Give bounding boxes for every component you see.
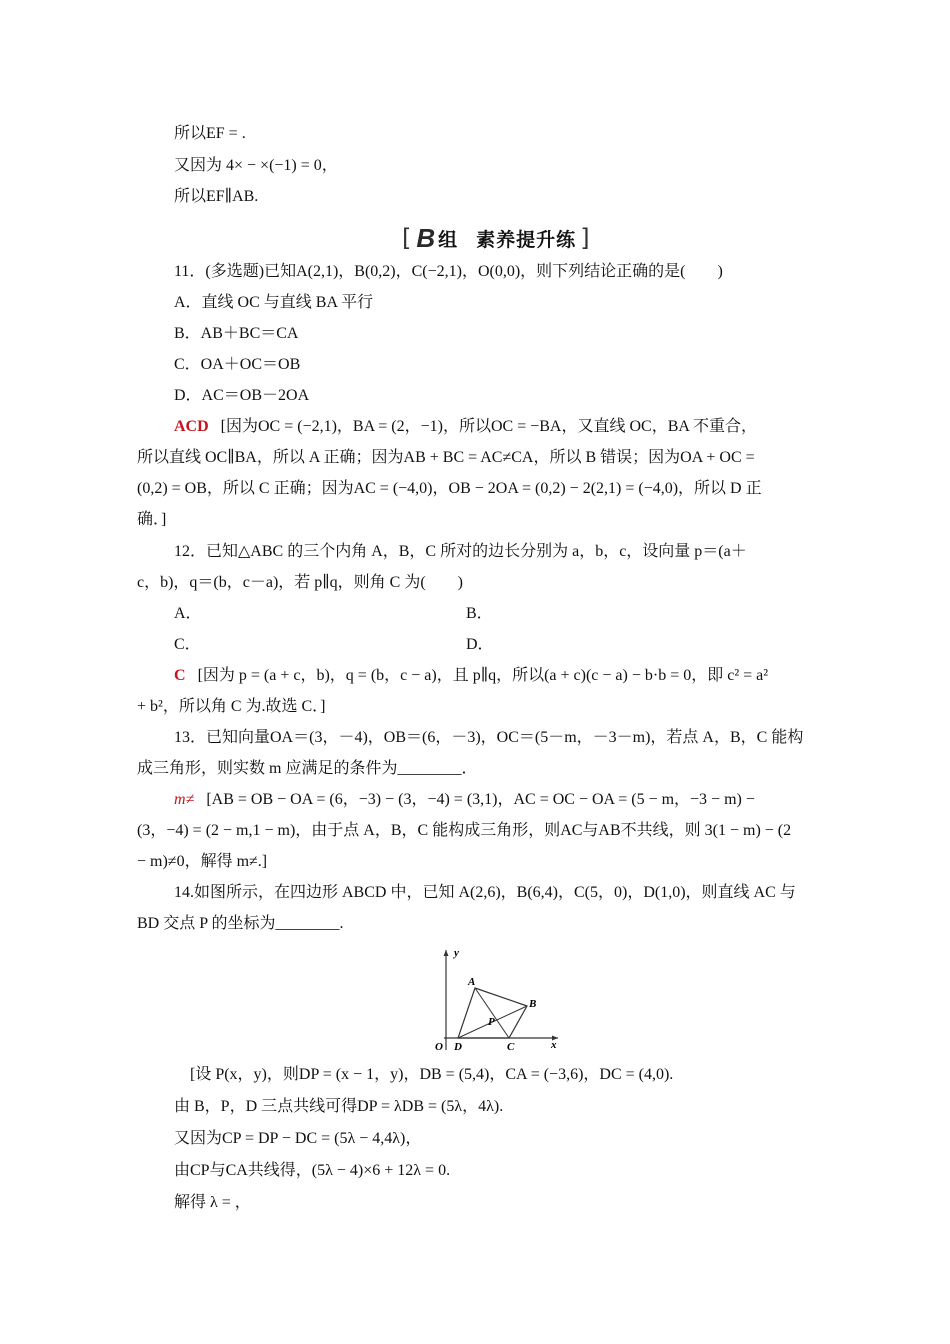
- label-b: B: [529, 998, 537, 1010]
- q11-explanation-4: 确．]: [137, 511, 167, 528]
- label-d: D: [454, 1041, 462, 1053]
- left-bracket: [: [402, 224, 413, 252]
- q11-stem: 11．(多选题)已知A(2,1)，B(0,2)，C(−2,1)，O(0,0)，则下列结论正确的是( ): [174, 263, 723, 280]
- section-heading: [398, 224, 595, 252]
- q13-explanation-3: − m)≠0，解得 m≠.]: [137, 853, 268, 870]
- q11-explanation-2: 所以直线 OC∥BA，所以 A 正确；因为AB + BC = AC≠CA，所以 B 错误；因为OA + OC =: [137, 449, 755, 466]
- q13-explanation-2: (3，−4) = (2 − m,1 − m)，由于点 A，B，C 能构成三角形，则AC与AB不共线，则 3(1 − m) − (2: [137, 822, 792, 839]
- right-bracket: ]: [580, 224, 591, 252]
- q11-option-a: A．直线 OC 与直线 BA 平行: [174, 294, 374, 311]
- q14-stem-2: BD 交点 P 的坐标为________.: [137, 915, 344, 932]
- q12-option-d: D．: [466, 636, 494, 653]
- q12-stem-1: 12．已知△ABC 的三个内角 A，B，C 所对的边长分别为 a，b，c，设向量 p＝(a＋: [174, 543, 747, 560]
- quadrilateral-figure: [430, 946, 560, 1056]
- q11-answer: ACD: [174, 418, 209, 435]
- q13-stem-2: 成三角形，则实数 m 应满足的条件为________．: [137, 760, 478, 777]
- q13-explanation-1: [174, 789, 755, 811]
- q14-solution-1: [设 P(x，y)，则DP = (x − 1，y)，DB = (5,4)，CA = (−3,6)，DC = (4,0).: [190, 1066, 674, 1083]
- q13-answer: m≠: [174, 791, 195, 808]
- q14-solution-3: 又因为CP = DP − DC = (5λ − 4,4λ)，: [174, 1130, 422, 1147]
- label-o: O: [435, 1041, 443, 1053]
- q11-exp1-text: [因为OC = (−2,1)，BA = (2，−1)，所以OC = −BA，又直线 OC，BA 不重合，: [220, 418, 758, 435]
- label-p: P: [488, 1016, 495, 1028]
- top-line-1: 所以EF = .: [174, 125, 246, 142]
- label-a: A: [468, 976, 476, 988]
- q11-option-c: C．OA＋OC＝OB: [174, 356, 301, 373]
- q12-answer: C: [174, 667, 186, 684]
- q12-exp1-text: [因为 p = (a + c，b)，q = (b，c − a)，且 p∥q，所以(a + c)(c − a) − b·b = 0，即 c² = a²: [197, 667, 769, 684]
- q11-option-d: D．AC＝OB－2OA: [174, 387, 310, 404]
- group-letter: B: [416, 222, 437, 253]
- top-line-3: 所以EF∥AB.: [174, 188, 259, 205]
- q11-explanation-3: (0,2) = OB，所以 C 正确；因为AC = (−4,0)，OB − 2OA = (0,2) − 2(2,1) = (−4,0)，所以 D 正: [137, 480, 762, 497]
- section-title: 素养提升练: [476, 228, 577, 251]
- label-c: C: [507, 1041, 515, 1053]
- q11-explanation-1: [174, 416, 757, 438]
- q12-option-c: C．: [174, 636, 201, 653]
- q12-stem-2: c，b)，q＝(b，c－a)，若 p∥q，则角 C 为( ): [137, 574, 464, 591]
- y-axis-arrow: [444, 950, 449, 956]
- q13-stem-1: 13．已知向量OA＝(3，－4)，OB＝(6，－3)，OC＝(5－m，－3－m)，若点 A，B，C 能构: [174, 729, 804, 746]
- q12-explanation-1: [174, 665, 768, 687]
- q11-option-b: B．AB＋BC＝CA: [174, 325, 299, 342]
- q14-solution-2: 由 B，P，D 三点共线可得DP = λDB = (5λ，4λ).: [174, 1098, 504, 1115]
- label-y: y: [454, 947, 459, 959]
- q14-solution-5: 解得 λ = ，: [174, 1194, 251, 1211]
- q12-option-a: A．: [174, 605, 202, 622]
- q12-option-b: B．: [466, 605, 493, 622]
- q14-stem-1: 14.如图所示，在四边形 ABCD 中，已知 A(2,6)，B(6,4)，C(5，0)，D(1,0)，则直线 AC 与: [174, 884, 796, 901]
- group-word: 组: [438, 228, 459, 251]
- q13-exp1-text: [AB = OB − OA = (6，−3) − (3，−4) = (3,1)，AC = OC − OA = (5 − m，−3 − m) −: [206, 791, 755, 808]
- q14-solution-4: 由CP与CA共线得，(5λ − 4)×6 + 12λ = 0.: [174, 1162, 451, 1179]
- diagonal-ac: [475, 988, 509, 1038]
- top-line-2: 又因为 4× − ×(−1) = 0，: [174, 157, 338, 174]
- q12-explanation-2: + b²，所以角 C 为.故选 C．]: [137, 698, 326, 715]
- label-x: x: [551, 1039, 557, 1051]
